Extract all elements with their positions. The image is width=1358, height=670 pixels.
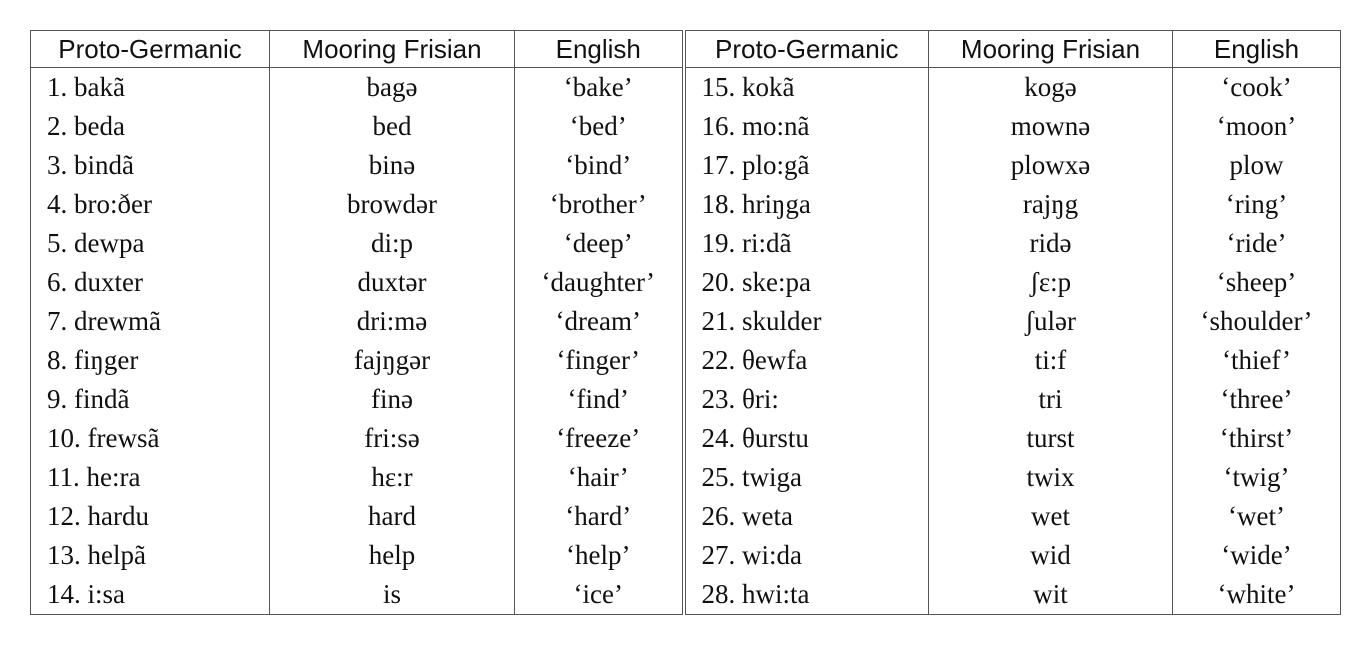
header-mooring-frisian-2: Mooring Frisian	[929, 31, 1173, 68]
cell-english: ‘dream’	[515, 302, 684, 341]
cell-english-2: ‘shoulder’	[1173, 302, 1341, 341]
cell-english: ‘bind’	[515, 146, 684, 185]
table-row	[31, 536, 1341, 575]
cell-mooring-frisian: fajŋgər	[270, 341, 515, 380]
cell-mooring-frisian-2: ti:f	[929, 341, 1173, 380]
cell-mooring-frisian: dri:mə	[270, 302, 515, 341]
cell-english-2: ‘three’	[1173, 380, 1341, 419]
cell-mooring-frisian: di:p	[270, 224, 515, 263]
cell-english-2: ‘thief’	[1173, 341, 1341, 380]
cell-mooring-frisian-2: twix	[929, 458, 1173, 497]
table-row	[31, 575, 1341, 615]
cell-proto-germanic: 5. dewpa	[31, 224, 270, 263]
table-row	[31, 146, 1341, 185]
cell-proto-germanic-2: 22. θewfa	[684, 341, 929, 380]
cell-proto-germanic-2: 26. weta	[684, 497, 929, 536]
cell-proto-germanic: 9. findã	[31, 380, 270, 419]
header-mooring-frisian: Mooring Frisian	[270, 31, 515, 68]
cell-english-2: plow	[1173, 146, 1341, 185]
cell-mooring-frisian: finə	[270, 380, 515, 419]
cell-proto-germanic-2: 27. wi:da	[684, 536, 929, 575]
header-proto-germanic: Proto-Germanic	[31, 31, 270, 68]
cell-english-2: ‘twig’	[1173, 458, 1341, 497]
cell-english: ‘deep’	[515, 224, 684, 263]
cell-proto-germanic-2: 25. twiga	[684, 458, 929, 497]
cell-proto-germanic: 8. fiŋger	[31, 341, 270, 380]
table-row	[31, 224, 1341, 263]
table-row	[31, 341, 1341, 380]
cell-mooring-frisian-2: plowxə	[929, 146, 1173, 185]
cell-proto-germanic: 6. duxter	[31, 263, 270, 302]
header-english: English	[515, 31, 684, 68]
header-english-2: English	[1173, 31, 1341, 68]
cell-english-2: ‘wide’	[1173, 536, 1341, 575]
cell-mooring-frisian-2: mownə	[929, 107, 1173, 146]
cell-english-2: ‘cook’	[1173, 68, 1341, 108]
cell-proto-germanic: 4. bro:ðer	[31, 185, 270, 224]
cell-proto-germanic-2: 28. hwi:ta	[684, 575, 929, 615]
cell-mooring-frisian: bed	[270, 107, 515, 146]
cell-proto-germanic: 3. bindã	[31, 146, 270, 185]
cell-mooring-frisian-2: wit	[929, 575, 1173, 615]
cell-mooring-frisian: help	[270, 536, 515, 575]
cell-english-2: ‘moon’	[1173, 107, 1341, 146]
cell-mooring-frisian: browdər	[270, 185, 515, 224]
cell-english-2: ‘ride’	[1173, 224, 1341, 263]
cell-english-2: ‘wet’	[1173, 497, 1341, 536]
cell-mooring-frisian-2: tri	[929, 380, 1173, 419]
cell-mooring-frisian: duxtər	[270, 263, 515, 302]
cell-english: ‘freeze’	[515, 419, 684, 458]
cell-proto-germanic-2: 20. ske:pa	[684, 263, 929, 302]
table-header	[31, 31, 1341, 68]
cell-english-2: ‘sheep’	[1173, 263, 1341, 302]
cell-english: ‘brother’	[515, 185, 684, 224]
cell-proto-germanic-2: 24. θurstu	[684, 419, 929, 458]
cell-mooring-frisian: hε:r	[270, 458, 515, 497]
cell-mooring-frisian: binə	[270, 146, 515, 185]
cell-proto-germanic: 11. he:ra	[31, 458, 270, 497]
table-row	[31, 68, 1341, 108]
table-row	[31, 185, 1341, 224]
cell-proto-germanic: 12. hardu	[31, 497, 270, 536]
cell-mooring-frisian-2: ʃulər	[929, 302, 1173, 341]
cell-english: ‘bed’	[515, 107, 684, 146]
cell-english: ‘find’	[515, 380, 684, 419]
table-row	[31, 263, 1341, 302]
cell-english: ‘ice’	[515, 575, 684, 615]
cell-mooring-frisian: hard	[270, 497, 515, 536]
cell-proto-germanic-2: 17. plo:gã	[684, 146, 929, 185]
cell-mooring-frisian-2: wet	[929, 497, 1173, 536]
table-row	[31, 380, 1341, 419]
table-row	[31, 419, 1341, 458]
cell-mooring-frisian: is	[270, 575, 515, 615]
cell-mooring-frisian-2: ʃε:p	[929, 263, 1173, 302]
cell-mooring-frisian-2: rajŋg	[929, 185, 1173, 224]
cell-mooring-frisian-2: kogə	[929, 68, 1173, 108]
table-row	[31, 302, 1341, 341]
table-row	[31, 458, 1341, 497]
header-proto-germanic-2: Proto-Germanic	[684, 31, 929, 68]
cell-proto-germanic-2: 21. skulder	[684, 302, 929, 341]
cell-english: ‘hair’	[515, 458, 684, 497]
cell-mooring-frisian-2: wid	[929, 536, 1173, 575]
cell-english-2: ‘thirst’	[1173, 419, 1341, 458]
cell-english: ‘bake’	[515, 68, 684, 108]
table-row	[31, 497, 1341, 536]
cell-mooring-frisian: bagə	[270, 68, 515, 108]
cell-proto-germanic: 10. frewsã	[31, 419, 270, 458]
cell-proto-germanic-2: 23. θri:	[684, 380, 929, 419]
cell-proto-germanic-2: 19. ri:dã	[684, 224, 929, 263]
cell-english: ‘finger’	[515, 341, 684, 380]
cell-mooring-frisian-2: turst	[929, 419, 1173, 458]
word-comparison-table	[30, 30, 1341, 615]
cell-english: ‘hard’	[515, 497, 684, 536]
cell-english-2: ‘white’	[1173, 575, 1341, 615]
cell-english: ‘daughter’	[515, 263, 684, 302]
cell-proto-germanic: 1. bakã	[31, 68, 270, 108]
cell-proto-germanic-2: 18. hriŋga	[684, 185, 929, 224]
table-row	[31, 107, 1341, 146]
cell-proto-germanic-2: 15. kokã	[684, 68, 929, 108]
cell-proto-germanic: 14. i:sa	[31, 575, 270, 615]
cell-proto-germanic: 13. helpã	[31, 536, 270, 575]
cell-proto-germanic-2: 16. mo:nã	[684, 107, 929, 146]
cell-proto-germanic: 2. beda	[31, 107, 270, 146]
cell-proto-germanic: 7. drewmã	[31, 302, 270, 341]
header-row	[31, 31, 1341, 68]
table-body	[31, 68, 1341, 615]
cell-english-2: ‘ring’	[1173, 185, 1341, 224]
cell-english: ‘help’	[515, 536, 684, 575]
cell-mooring-frisian: fri:sə	[270, 419, 515, 458]
cell-mooring-frisian-2: ridə	[929, 224, 1173, 263]
